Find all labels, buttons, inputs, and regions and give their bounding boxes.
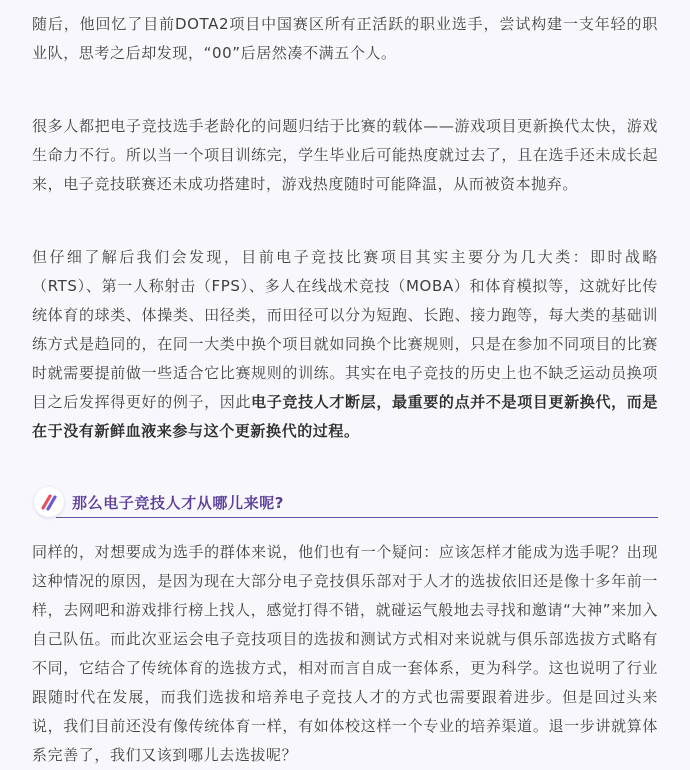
paragraph-3-emphasis: 电子竞技人才断层，最重要的点并不是项目更新换代，而是在于没有新鲜血液来参与这个更新换代的过程。: [32, 393, 658, 440]
paragraph-4: 同样的，对想要成为选手的群体来说，他们也有一个疑问：应该怎样才能成为选手呢？出现这种情况的原因，是因为现在大部分电子竞技俱乐部对于人才的选拔依旧还是像十多年前一样，去网吧和游戏排行榜上找人，感觉打得不错，就碰运气般地去寻找和邀请“大神”来加入自己队伍。而此次亚运会电子竞技项目的选拔和测试方式相对来说就与俱乐部选拔方式略有不同，它结合了传统体育的选拔方式，相对而言自成一套体系，更为科学。这也说明了行业跟随时代在发展，而我们选拔和培养电子竞技人才的方式也需要跟着进步。但是回过头来说，我们目前还没有像传统体育一样，有如体校这样一个专业的培养渠道。退一步讲就算体系完善了，我们又该到哪儿去选拔呢？: [32, 543, 658, 764]
section-title: 那么电子竞技人才从哪儿来呢?: [72, 494, 285, 512]
paragraph-2: 很多人都把电子竞技选手老龄化的问题归结于比赛的载体——游戏项目更新换代太快，游戏生命力不行。所以当一个项目训练完，学生毕业后可能热度就过去了，且在选手还未成长起来，电子竞技联赛还未成功搭建时，游戏热度随时可能降温，从而被资本抛弃。: [32, 117, 658, 193]
section-heading: [32, 484, 658, 524]
paragraph-3-text: 但仔细了解后我们会发现，目前电子竞技比赛项目其实主要分为几大类：即时战略（RTS）、第一人称射击（FPS）、多人在线战术竞技（MOBA）和体育模拟等，这就好比传统体育的球类、体操类、田径类，而田径可以分为短跑、长跑、接力跑等，每大类的基础训练方式是趋同的，在同一大类中换个项目就如同换个比赛规则，只是在参加不同项目的比赛时就需要提前做一些适合它比赛规则的训练。其实在电子竞技的历史上也不缺乏运动员换项目之后发挥得更好的例子，因此: [32, 248, 658, 411]
section-divider: [56, 517, 658, 518]
slash-stripes-icon: [34, 487, 64, 517]
paragraph-1: 随后，他回忆了目前DOTA2项目中国赛区所有正活跃的职业选手，尝试构建一支年轻的职业队，思考之后却发现，“00”后居然凑不满五个人。: [32, 15, 658, 62]
paragraph-3: [32, 243, 658, 446]
